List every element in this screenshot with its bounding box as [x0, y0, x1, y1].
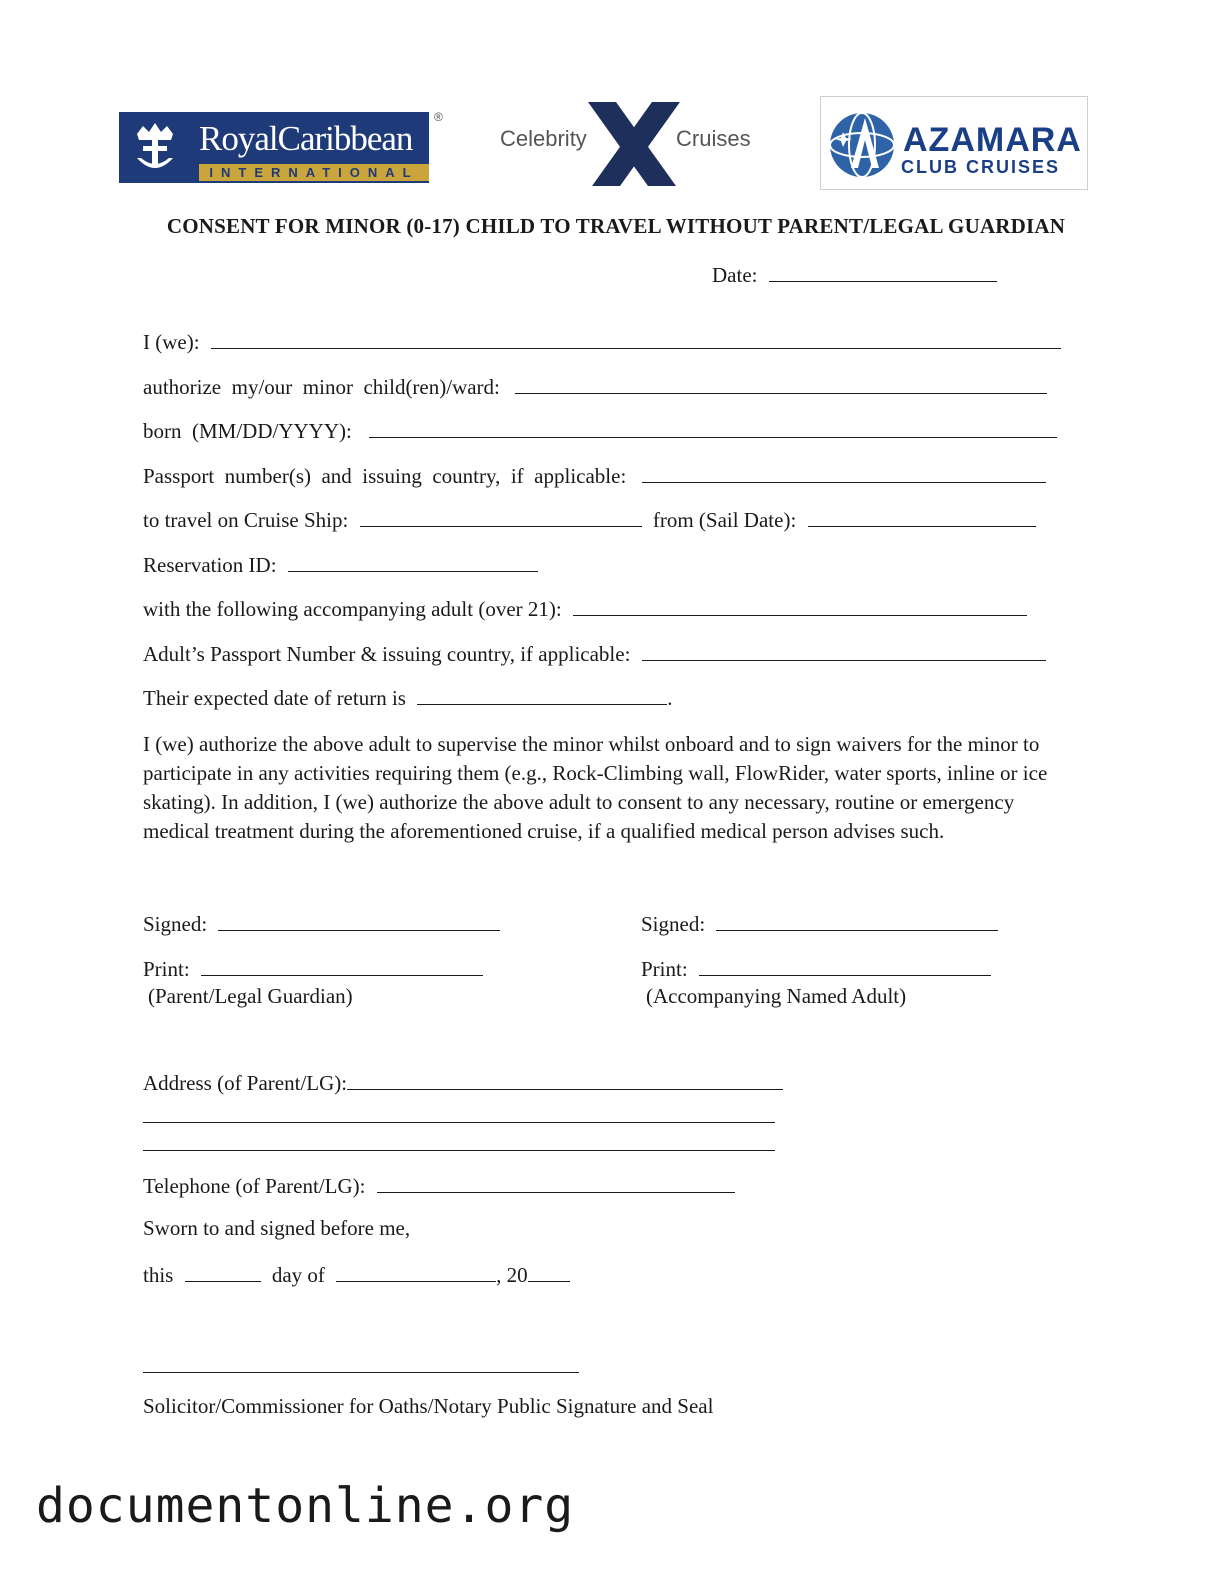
accompanying-adult-field[interactable]: [573, 595, 1027, 616]
parent-name-field[interactable]: [211, 328, 1061, 349]
parent-print-field[interactable]: [201, 955, 483, 976]
passport-row: [143, 462, 1046, 489]
reservation-field[interactable]: [288, 551, 538, 572]
adult-passport-field[interactable]: [642, 640, 1046, 661]
telephone-label: Telephone (of Parent/LG):: [143, 1174, 366, 1198]
celebrity-x-icon: [582, 102, 682, 186]
address-field-1[interactable]: [347, 1069, 783, 1090]
born-label: born (MM/DD/YYYY):: [143, 419, 352, 443]
birth-date-field[interactable]: [369, 417, 1057, 438]
form-title: CONSENT FOR MINOR (0-17) CHILD TO TRAVEL WITHOUT PARENT/LEGAL GUARDIAN: [166, 214, 1066, 238]
crown-anchor-icon: [119, 112, 191, 183]
telephone-row: [143, 1172, 735, 1199]
authorization-paragraph: I (we) authorize the above adult to supervise the minor whilst onboard and to sign waivers for the minor to participate in any activities requiring them (e.g., Rock-Climbing wall, FlowRider, water sports, inline or ice skating). In addition, I (we) authorize the above adult to consent to any necessary, routine or emergency medical treatment during the aforementioned cruise, if a qualified medical person advises such.: [143, 732, 1048, 843]
accompanying-adult-label: with the following accompanying adult (over 21):: [143, 597, 562, 621]
this-label: this: [143, 1263, 174, 1287]
adult-passport-row: [143, 640, 1046, 667]
authorize-label: authorize my/our minor child(ren)/ward:: [143, 375, 500, 399]
cruise-ship-field[interactable]: [360, 506, 642, 527]
return-date-field[interactable]: [417, 684, 667, 705]
address-field-2[interactable]: [143, 1122, 775, 1123]
watermark: documentonline.org: [36, 1478, 575, 1534]
return-period: .: [667, 686, 673, 710]
address-label: Address (of Parent/LG):: [143, 1071, 348, 1095]
reservation-label: Reservation ID:: [143, 553, 277, 577]
celebrity-wordmark: Celebrity: [500, 126, 587, 151]
adult-caption: (Accompanying Named Adult): [646, 984, 907, 1008]
adult-print-field[interactable]: [699, 955, 991, 976]
parent-name-row: [143, 328, 1061, 355]
date-field[interactable]: [769, 261, 997, 282]
royal-caribbean-logo: [119, 112, 429, 183]
azamara-logo: [820, 96, 1088, 190]
sworn-year-field[interactable]: [528, 1261, 570, 1282]
cruises-wordmark: Cruises: [676, 126, 751, 151]
registered-mark: ®: [434, 110, 443, 124]
sworn-date-row: [143, 1261, 570, 1288]
accompanying-adult-row: [143, 595, 1027, 622]
cruise-ship-label: to travel on Cruise Ship:: [143, 508, 349, 532]
date-row: [712, 261, 997, 288]
adult-passport-label: Adult’s Passport Number & issuing country, if applicable:: [143, 642, 631, 666]
i-we-label: I (we):: [143, 330, 200, 354]
adult-print-label: Print:: [641, 957, 688, 981]
passport-field[interactable]: [642, 462, 1046, 483]
address-field-3[interactable]: [143, 1150, 775, 1151]
return-date-label: Their expected date of return is: [143, 686, 406, 710]
royal-caribbean-wordmark: RoyalCaribbean: [199, 119, 413, 158]
parent-print-label: Print:: [143, 957, 190, 981]
parent-caption: (Parent/Legal Guardian): [148, 984, 353, 1008]
royal-caribbean-tagline: INTERNATIONAL: [199, 164, 429, 181]
azamara-globe-icon: [825, 102, 899, 184]
sail-date-label: from (Sail Date):: [652, 508, 797, 532]
adult-signature-field[interactable]: [716, 910, 998, 931]
passport-label: Passport number(s) and issuing country, if applicable:: [143, 464, 627, 488]
celebrity-cruises-logo: [500, 102, 760, 186]
cruise-ship-row: [143, 506, 1036, 533]
return-date-row: [143, 684, 672, 711]
child-name-row: [143, 373, 1047, 400]
azamara-subtitle: CLUB CRUISES: [901, 157, 1061, 177]
notary-caption: Solicitor/Commissioner for Oaths/Notary Public Signature and Seal: [143, 1394, 714, 1418]
adult-signed-row: [641, 910, 998, 937]
notary-signature-field[interactable]: [143, 1372, 579, 1373]
adult-signed-label: Signed:: [641, 912, 706, 936]
adult-print-row: [641, 955, 991, 982]
sworn-day-field[interactable]: [185, 1261, 261, 1282]
sworn-statement: Sworn to and signed before me,: [143, 1216, 411, 1240]
parent-signature-field[interactable]: [218, 910, 500, 931]
parent-signed-row: [143, 910, 500, 937]
sail-date-field[interactable]: [808, 506, 1036, 527]
year-prefix: , 20: [496, 1263, 528, 1287]
sworn-month-field[interactable]: [336, 1261, 496, 1282]
parent-signed-label: Signed:: [143, 912, 208, 936]
birth-date-row: [143, 417, 1057, 444]
day-of-label: day of: [271, 1263, 325, 1287]
address-row: [143, 1069, 783, 1096]
telephone-field[interactable]: [377, 1172, 735, 1193]
date-label: Date:: [712, 263, 758, 287]
reservation-row: [143, 551, 538, 578]
parent-print-row: [143, 955, 483, 982]
azamara-wordmark: AZAMARA: [903, 121, 1082, 159]
child-name-field[interactable]: [515, 373, 1047, 394]
